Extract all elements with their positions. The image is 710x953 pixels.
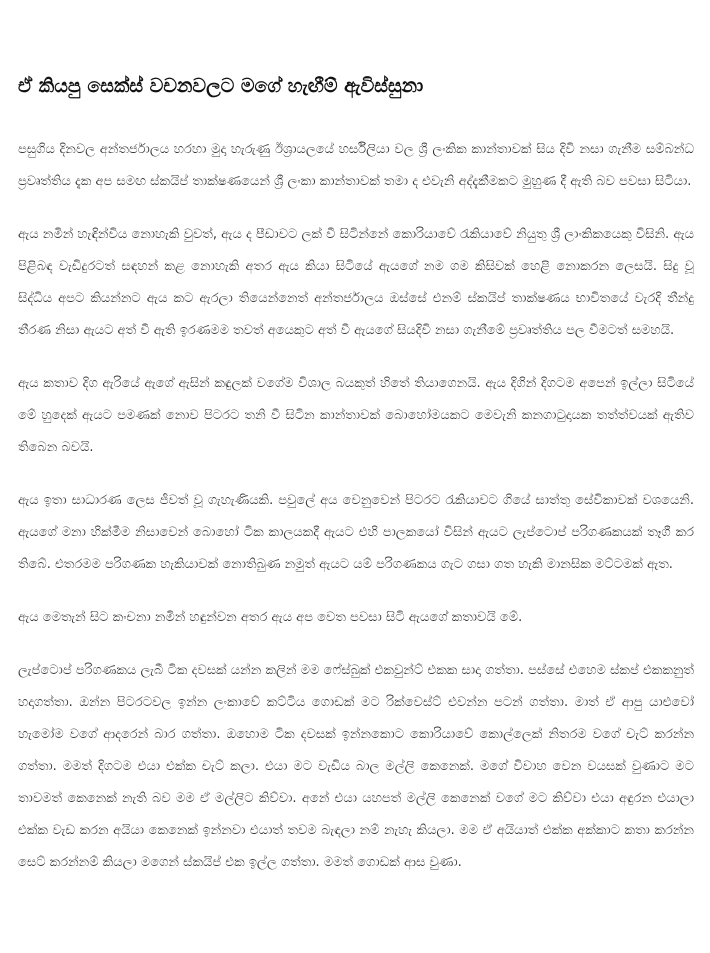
article-paragraph-4: ඇය ඉතා සාධාරණ ලෙස ජීවත් වූ ගැහැණියකි. පවුලේ අය වෙනුවෙන් පිටරට රැකියාවට ගියේ සාත්තු සේවිකාවක් වශයෙනි. ඇයගේ මනා හික්මීම නිසාවෙන් බොහෝ ටික කාලයකදී ඇයට එහි පාලකයෝ විසින් ඇයට ලැප්ටොප් පරිගණකයක් තෑගී කර තිබේ. එතරමම පරිගණක හැකියාවක් නොතිබුණ නමුත් ඇයට යම් පරිගණකය ගැට ගසා ගත හැකි මානසික මට්ටමක් ඇත. bbox=[18, 493, 694, 572]
article-paragraph-5: ඇය මෙතැන් සිට කංචනා නමින් හඳුන්වන අතර ඇය අප වෙත පවසා සිටි ඇයගේ කතාවයි මේ. bbox=[18, 610, 523, 625]
article-paragraph-6: ලැප්ටොප් පරිගණකය ලැබී ටික දවසක් යන්න කලින් මම ෆේස්බුක් එකවුන්ට් එකක සාදා ගත්තා. පස්සේ එහෙම ස්කප් එකකනුත් හදාගත්තා. ඔන්න පිටරටවල ඉන්න ලංකාවේ කට්ටිය ගොඩක් මට රික්වෙස්ට් එවන්න පටන් ගත්තා. මාත් ඒ ආපු යාළුවෝ හැමෝම වගේ ආදරෙන් බාර ගත්තා. ඔහොම ටික දවසක් ඉන්නකොට කොරියාවේ කොල්ලෙක් නිතරම වගේ චැට් කරන්න ගත්තා. මමත් දිගටම එයා එක්ක චැට් කලා. එයා මට වැඩිය බාල මල්ලි කෙනෙක්. මගේ විවාහ වෙන වයසක් වුණාට මට තාවමත් කෙනෙක් නැති බව මම ඒ මල්ලිට කිව්වා. අනේ එයා යහපත් මල්ලි කෙනෙක් වගේ මට කිව්වා එයා අඳුරන එයාලා එක්ක වැඩ කරන අයියා කෙනෙක් ඉන්නවා එයාත් තවම බැඳලා නම් නැහැ කියලා. මම ඒ අයියාත් එක්ක අක්කාට කතා කරන්න සෙට් කරන්නම් කියලා මගෙන් ස්කයිප් එක ඉල්ල ගත්තා. මමත් ගොඩක් ආස වුණා. bbox=[18, 663, 694, 870]
article-title: ඒ කියපු සෙක්ස් වචනවලට මගේ හැඟීම් ඇවිස්සුනා bbox=[18, 75, 424, 97]
article-paragraph-1: පසුගිය දිනවල අන්තර්ජාලය හරහා මුදා හැරුණු ඊශ්‍රායලයේ හර්සිලියා වල ශ්‍රී ලංකික කාන්තාවක් සිය දිවි නසා ගැනීම සම්බන්ධ ප්‍රවෘත්තිය දැක අප සමඟ ස්කයිප් තාක්ෂණයෙන් ශ්‍රී ලංකා කාන්තාවක් තමා ද එවැනි අද්දැකීමකට මුහුණ දී ඇති බව පවසා සිටියා. bbox=[18, 142, 694, 189]
article bbox=[18, 70, 694, 900]
article-paragraph-2: ඇය නමින් හැඳින්විය නොහැකි වුවත්, ඇය ද පීඩාවට ලක් වී සිටින්නේ කොරියාවේ රැකියාවේ නියුතු ශ්‍රී ලාංකිකයෙකු විසිනි. ඇය පිළිබඳ වැඩිදුරටත් සඳහන් කළ නොහැකි අතර ඇය කියා සිටියේ ඇයගේ නම ගම කිසිවක් හෙළි නොකරන ලෙසයි. සිදු වූ සිද්ධිය අපට කියන්නට ඇය කට ඇරලා තියෙන්නෙත් අන්තර්ජාලය ඔස්සේ එනම් ස්කයිප් තාක්ෂණය භාවිතයේ වැරදි තීන්දු තීරණ නිසා ඇයට අත් වී ඇති ඉරණමම තවත් අයෙකුට අත් වී ඇයගේ සියදිවි නසා ගැනීමේ ප්‍රවෘත්තිය පල වීමටත් සමහයි. bbox=[18, 227, 694, 338]
article-paragraph-3: ඇය කතාව දිග ඇරියේ ඇගේ ඇසින් කඳුලක් වගේම විශාල බයකුත් හිතේ තියාගෙනයි. ඇය දිගින් දිගටම අපෙන් ඉල්ලා සිටියේ මේ හුදෙක් ඇයට පමණක් නොව පිටරට තනි වී සිටින කාන්තාවක් බොහෝමයකට මෙවැනි කනගාටුදායක තත්ත්වයක් ඇතිව තිබෙන බවයි. bbox=[18, 376, 694, 455]
